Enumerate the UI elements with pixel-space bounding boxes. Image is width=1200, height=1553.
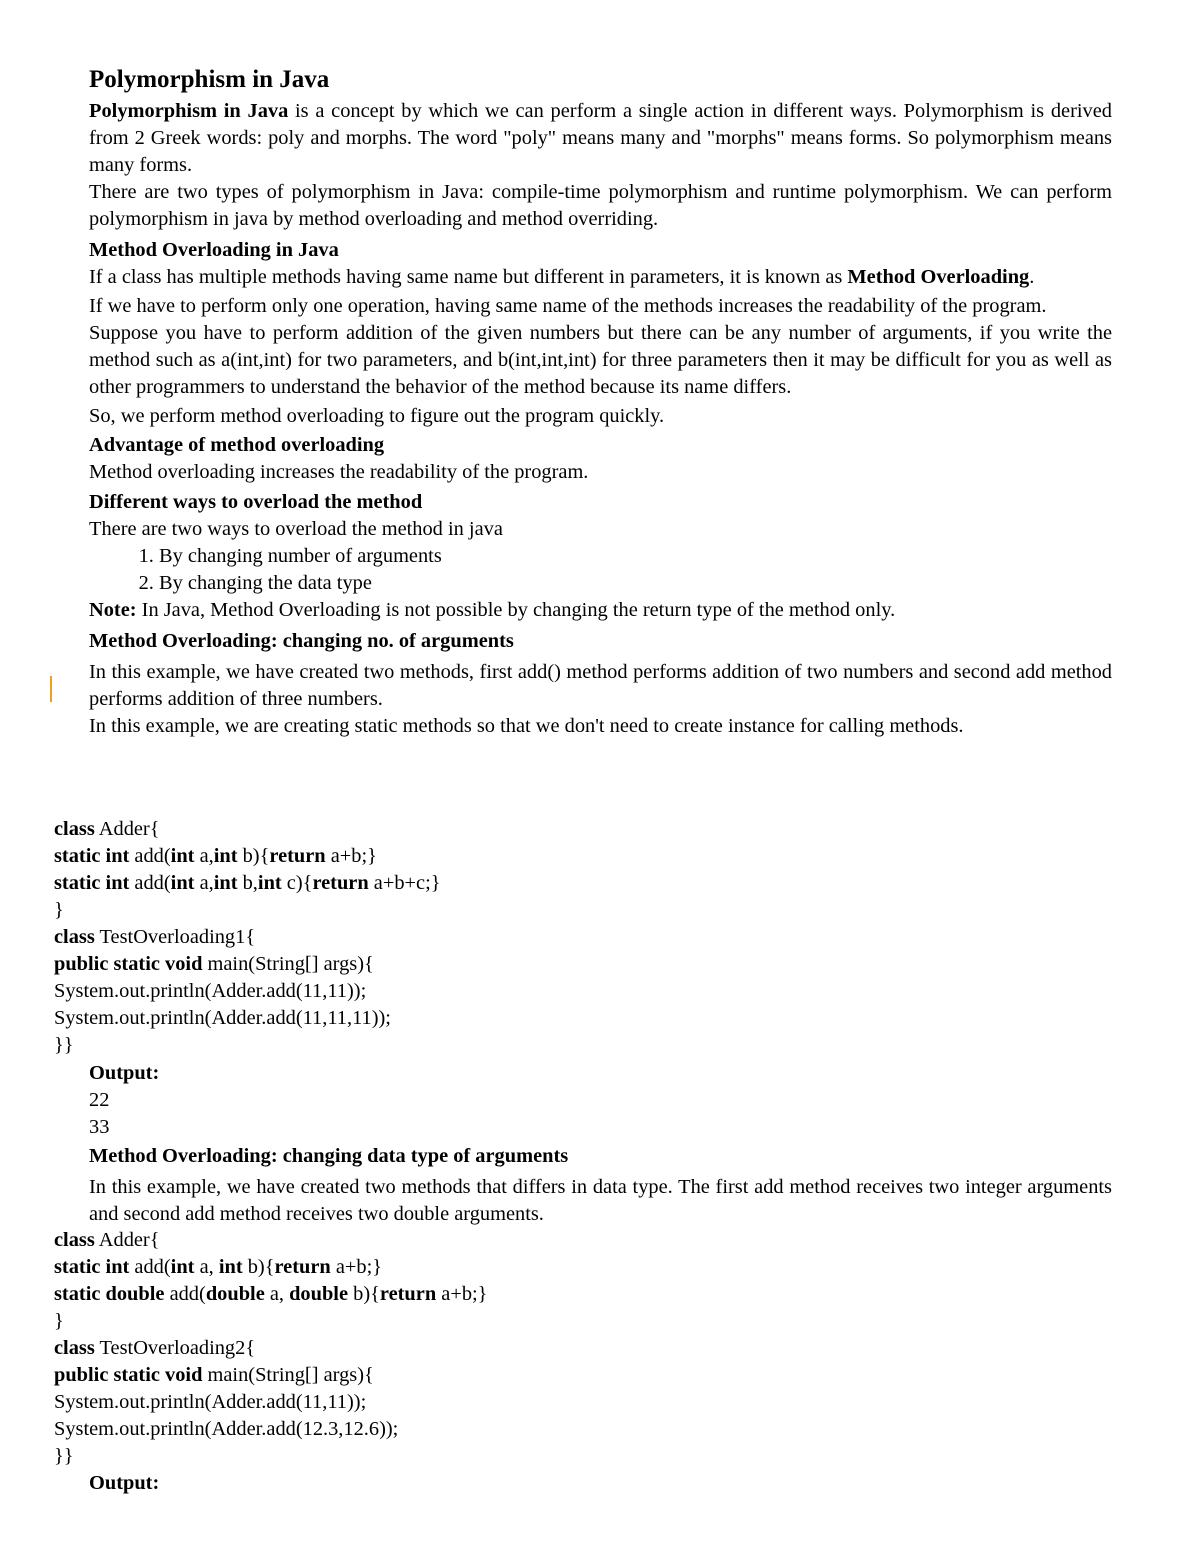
- code-line: class TestOverloading2{: [54, 1337, 256, 1359]
- code-line: }}: [54, 1034, 74, 1056]
- intro-paragraph: Polymorphism in Java is a concept by which we can perform a single action in different ways. Polymorphism is derived from 2 Greek words: poly and morphs. The word "poly" means many and "morphs" means forms. So polymorphism means many forms.: [89, 100, 1112, 176]
- list-item: 2. By changing the data type: [159, 570, 1112, 597]
- code-block-2: [54, 1227, 1114, 1470]
- overloading-paragraph-1: If a class has multiple methods having same name but different in parameters, it is known as Method Overloading.: [89, 266, 1035, 288]
- code-line: static int add(int a,int b){return a+b;}: [54, 845, 377, 867]
- output-label: Output:: [89, 1472, 160, 1494]
- code-line: public static void main(String[] args){: [54, 1364, 374, 1386]
- intro-paragraph-2: There are two types of polymorphism in Java: compile-time polymorphism and runtime polymorphism. We can perform polymorphism in java by method overloading and method overriding.: [89, 181, 1112, 230]
- code-block-1: [54, 816, 1114, 1059]
- output-value: 22: [89, 1089, 110, 1111]
- overloading-heading: Method Overloading in Java: [89, 239, 339, 261]
- list-item: 1. By changing number of arguments: [159, 543, 1112, 570]
- overloading-paragraph-4: So, we perform method overloading to figure out the program quickly.: [89, 405, 665, 427]
- code-line: public static void main(String[] args){: [54, 953, 374, 975]
- example2-paragraph-1: In this example, we have created two methods that differs in data type. The first add method receives two integer arguments and second add method receives two double arguments.: [89, 1176, 1112, 1225]
- code-line: class Adder{: [54, 818, 160, 840]
- code-line: static int add(int a,int b,int c){return a+b+c;}: [54, 872, 441, 894]
- overloading-paragraph-2: If we have to perform only one operation, having same name of the methods increases the readability of the program.: [89, 295, 1047, 317]
- code-line: System.out.println(Adder.add(11,11));: [54, 980, 367, 1002]
- example1-paragraph-2: In this example, we are creating static methods so that we don't need to create instance for calling methods.: [89, 715, 964, 737]
- example1-paragraph-1: In this example, we have created two methods, first add() method performs addition of two numbers and second add method performs addition of three numbers.: [89, 661, 1112, 710]
- intro-section: [89, 64, 1112, 740]
- code-line: static double add(double a, double b){return a+b;}: [54, 1283, 488, 1305]
- overloading-paragraph-3: Suppose you have to perform addition of the given numbers but there can be any number of arguments, if you write the method such as a(int,int) for two parameters, and b(int,int,int) for three parameters then it may be difficult for you as well as other programmers to understand the behavior of the method because its name differs.: [89, 322, 1112, 398]
- advantage-heading: Advantage of method overloading: [89, 434, 385, 456]
- output-label: Output:: [89, 1062, 160, 1084]
- code-line: class TestOverloading1{: [54, 926, 256, 948]
- code-line: }: [54, 1310, 64, 1332]
- code-line: class Adder{: [54, 1229, 160, 1251]
- ways-list: [89, 543, 1112, 597]
- change-marker: [50, 676, 52, 702]
- output-value: 33: [89, 1116, 110, 1138]
- page-title: Polymorphism in Java: [89, 66, 330, 93]
- example2-heading: Method Overloading: changing data type of arguments: [89, 1145, 569, 1167]
- example1-output-section: [89, 1060, 1112, 1228]
- code-line: System.out.println(Adder.add(11,11,11));: [54, 1007, 391, 1029]
- code-line: System.out.println(Adder.add(11,11));: [54, 1391, 367, 1413]
- intro-lead-bold: Polymorphism in Java: [89, 100, 289, 122]
- example2-output-section: [89, 1470, 1112, 1497]
- code-line: static int add(int a, int b){return a+b;}: [54, 1256, 383, 1278]
- advantage-text: Method overloading increases the readability of the program.: [89, 461, 589, 483]
- ways-heading: Different ways to overload the method: [89, 491, 423, 513]
- code-line: }: [54, 899, 64, 921]
- code-line: }}: [54, 1445, 74, 1467]
- code-line: System.out.println(Adder.add(12.3,12.6));: [54, 1418, 399, 1440]
- note-paragraph: Note: In Java, Method Overloading is not possible by changing the return type of the method only.: [89, 599, 896, 621]
- example1-heading: Method Overloading: changing no. of arguments: [89, 630, 514, 652]
- ways-intro: There are two ways to overload the method in java: [89, 518, 503, 540]
